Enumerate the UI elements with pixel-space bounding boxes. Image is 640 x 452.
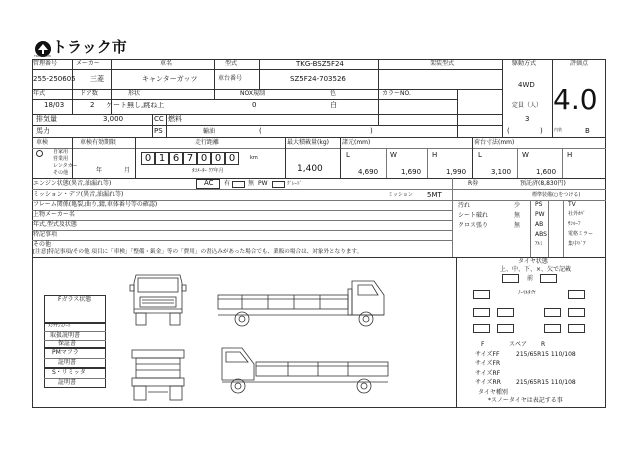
bed-W-label: W	[522, 151, 529, 159]
maxload-value: 1,400	[297, 164, 323, 174]
tire-f-label: F	[481, 341, 485, 348]
dirt-label: 汚れ	[458, 202, 471, 209]
drive-value: 4WD	[518, 81, 535, 89]
warranty-label: 保証書	[58, 340, 77, 347]
std-mirror: 電格ミラー	[568, 231, 594, 237]
truck-side-view-2	[218, 344, 398, 404]
shaken-month-unit: 月	[124, 167, 131, 174]
s-cert-label: 証明書	[58, 379, 77, 386]
maint-note-label: ﾒﾝﾃﾅﾝｽﾉｰﾄ	[48, 323, 71, 329]
name-value: キャンターガッツ	[142, 75, 198, 83]
std-sunroof: ｻﾝﾙｰﾌ	[568, 221, 581, 227]
header-score: 評価点	[570, 60, 589, 67]
tire-box-rr-mid2[interactable]	[544, 324, 561, 333]
frame-label: フレーム関係(亀裂,曲り,錆,車体番号等の確認)	[33, 201, 158, 208]
bed-H-label: H	[567, 151, 573, 159]
shaken-label: 車検	[36, 139, 49, 146]
tire-box-rf-left[interactable]	[473, 308, 490, 317]
mission-label: ミッション	[388, 192, 413, 198]
mission-value: 5MT	[427, 191, 442, 199]
odo-digit: 0	[141, 152, 155, 165]
door-label: ドア数	[80, 90, 98, 97]
door-value: 2	[90, 101, 95, 109]
tire-box-fr-right-outer[interactable]	[568, 290, 585, 299]
form-value: ゲート無し,跳ね上	[106, 102, 165, 109]
use-rental: レンタカー	[53, 163, 78, 169]
header-drive: 駆動方式	[512, 60, 537, 67]
std-ps: PS	[535, 201, 543, 208]
ac-yes-checkbox[interactable]	[232, 181, 245, 188]
seat-value: 無	[514, 212, 521, 219]
model-value: TKG-BSZ5F24	[296, 60, 344, 68]
tire-size-rr-label: サイズRR	[475, 379, 501, 386]
color-label: 色	[330, 90, 337, 97]
pw-checkbox[interactable]	[272, 181, 285, 188]
other-label: その他	[33, 241, 52, 248]
chassis-value: SZ5F24-703526	[290, 75, 346, 83]
cross-value: 無	[514, 222, 521, 229]
tire-title: タイヤ状態	[518, 258, 548, 265]
tire-spare-label: スペア	[509, 341, 528, 348]
header-name: 車名	[160, 60, 173, 67]
maxload-label: 最大積載量(kg)	[287, 139, 329, 146]
odo-digit: 0	[225, 152, 239, 165]
body-dim-label: 諸元(mm)	[342, 139, 371, 146]
odo-digit: 0	[197, 152, 211, 165]
std-ab: AB	[535, 221, 544, 228]
use-private: 自家用	[53, 149, 69, 155]
tire-size-rr-value: 215/65R15 110/108	[516, 379, 576, 386]
notice-text: [注意]特記事項/その他 項目に「車検」「整備・鈑金」等の「費用」の書込みがあった場合でも、業販の場合は、対象外となります。	[33, 249, 363, 255]
pw-label: PW	[258, 180, 268, 187]
mission-state-label: ミッション・デフ(異音,油漏れ等)	[33, 191, 124, 198]
bed-W-value: 1,600	[536, 168, 557, 176]
tire-box-rr-left[interactable]	[473, 324, 490, 333]
std-shagai: 社外ｶﾊﾞ	[568, 211, 586, 217]
tire-kind-note: *スノータイヤは表記する事	[488, 397, 563, 404]
upper-year-label: 年式,型式及状態	[33, 221, 77, 228]
tire-box-rf-mid2[interactable]	[544, 308, 561, 317]
tire-box-fr-left-outer[interactable]	[473, 290, 490, 299]
tire-size-ff-label: サイズFF	[475, 351, 500, 358]
colorno-label: カラーNO.	[382, 90, 411, 97]
tire-legend: 上、中、下、×、欠で記載	[500, 266, 572, 273]
load-label: 輸油	[203, 128, 216, 135]
year-label: 年式	[33, 90, 46, 97]
nox-label: NOX規制	[240, 90, 265, 97]
capacity-label: 定員（人）	[512, 102, 543, 109]
odo-digit: 1	[155, 152, 169, 165]
shaken-date-label: 車検有効期限	[80, 139, 117, 146]
maker-value: 三菱	[90, 75, 104, 83]
logo-text: トラック市	[52, 38, 127, 56]
color-value: 白	[330, 101, 337, 109]
grade-label: ｸﾞﾚｰﾄﾞ	[287, 181, 303, 187]
tire-size-ff-value: 215/65R15 110/108	[516, 351, 576, 358]
use-business: 営業用	[53, 156, 69, 162]
ac-no: 無	[248, 180, 255, 187]
logo-subtext: TRUCK-ICHI	[34, 54, 52, 58]
truck-rear-view	[128, 348, 188, 403]
odo-unit: km	[250, 155, 258, 161]
nox-value: 0	[252, 101, 257, 109]
ac-yes: 有	[224, 180, 231, 187]
shaken-year-unit: 年	[96, 167, 103, 174]
ac-label: AC	[204, 179, 214, 187]
capacity-value: 3	[525, 115, 530, 123]
tire-size-rf-label: サイズRF	[475, 370, 501, 377]
std-central-door: 集中ﾄﾞｱ	[568, 241, 586, 247]
radio-circle-icon	[36, 150, 43, 157]
body-H-label: H	[432, 151, 438, 159]
std-pw: PW	[535, 211, 545, 218]
truck-front-view	[128, 273, 188, 328]
bed-dim-label: 荷台寸法(mm)	[474, 139, 515, 146]
tire-kind-label: タイヤ種別	[478, 389, 508, 396]
cc-unit: CC	[154, 115, 164, 123]
body-L-value: 4,690	[358, 168, 379, 176]
bed-L-value: 3,100	[491, 168, 512, 176]
s-limiter-label: S・リミッタ	[52, 369, 86, 376]
hp-label: 馬力	[36, 127, 50, 135]
std-abs: ABS	[535, 231, 547, 238]
inner-label: 内装	[554, 127, 562, 132]
pm-cert-label: 証明書	[58, 359, 77, 366]
paren-close: )	[370, 127, 373, 135]
normal-tire-label: ﾉｰﾏﾙﾀｲﾔ	[518, 290, 536, 296]
tire-box-rr-right[interactable]	[568, 324, 585, 333]
tire-box-rr-mid1[interactable]	[497, 324, 514, 333]
body-W-label: W	[390, 151, 397, 159]
odo-digit: 6	[169, 152, 183, 165]
tire-size-fr-label: サイズFR	[475, 360, 501, 367]
std-alumi: ｱﾙﾐ	[535, 241, 543, 247]
tire-box-rf-right[interactable]	[568, 308, 585, 317]
bed-L-label: L	[478, 151, 482, 159]
upper-maker-label: 上物メーカー名	[33, 211, 75, 218]
header-body-type: 架装型式	[430, 60, 455, 67]
fuel-label: 燃料	[168, 115, 182, 123]
recycle-label: R券	[468, 180, 479, 187]
truck-side-view	[212, 275, 392, 335]
manual-label: 取扱説明書	[50, 332, 81, 339]
header-maker: メーカー	[76, 60, 100, 67]
ps-unit: PS	[154, 127, 163, 135]
body-L-label: L	[346, 151, 350, 159]
cross-label: クロス張り	[458, 222, 489, 229]
std-tv: TV	[568, 201, 576, 208]
tire-front-label: 前	[527, 275, 534, 282]
kanri-value: 255-250605	[33, 75, 76, 83]
paren-open: (	[259, 127, 262, 135]
disp-label: 排気量	[36, 115, 57, 123]
f-glass-label: Fガラス状態	[58, 296, 92, 303]
header-model: 型式	[225, 60, 238, 67]
disp-value: 3,000	[103, 115, 124, 123]
odo-digit: 7	[183, 152, 197, 165]
paren-open-2: (	[507, 127, 510, 135]
use-other: その他	[53, 170, 69, 176]
tokki-label: 特記事項	[33, 231, 58, 238]
engine-label: エンジン状態(異音,油漏れ等)	[33, 180, 112, 187]
mileage-label: 走行距離	[195, 139, 220, 146]
odo-note: ﾀｺﾒｰﾀｰ ｸｱ年月	[192, 168, 224, 174]
paren-close-2: )	[540, 127, 543, 135]
form-label: 形状	[128, 90, 141, 97]
tire-box-rf-mid1[interactable]	[497, 308, 514, 317]
std-equip-label: 標準装備(○をつける)	[532, 192, 581, 198]
tire-box-ff-right[interactable]	[540, 274, 557, 283]
recycle-note: 預託済(8,830円)	[520, 180, 566, 187]
year-value: 18/03	[44, 101, 65, 109]
inner-value: B	[585, 127, 590, 135]
tire-r-label: R	[541, 341, 546, 348]
odo-digit: 0	[211, 152, 225, 165]
chassis-label: 車台番号	[218, 75, 243, 82]
score-value: 4.0	[553, 83, 598, 116]
header-kanri: 管理番号	[33, 60, 58, 67]
body-H-value: 1,990	[446, 168, 467, 176]
pm-muffler-label: PMマフラ	[52, 349, 79, 356]
tire-box-ff-left[interactable]	[502, 274, 519, 283]
body-W-value: 1,690	[401, 168, 422, 176]
seat-label: シート破れ	[458, 212, 489, 219]
dirt-value: 少	[514, 202, 521, 209]
